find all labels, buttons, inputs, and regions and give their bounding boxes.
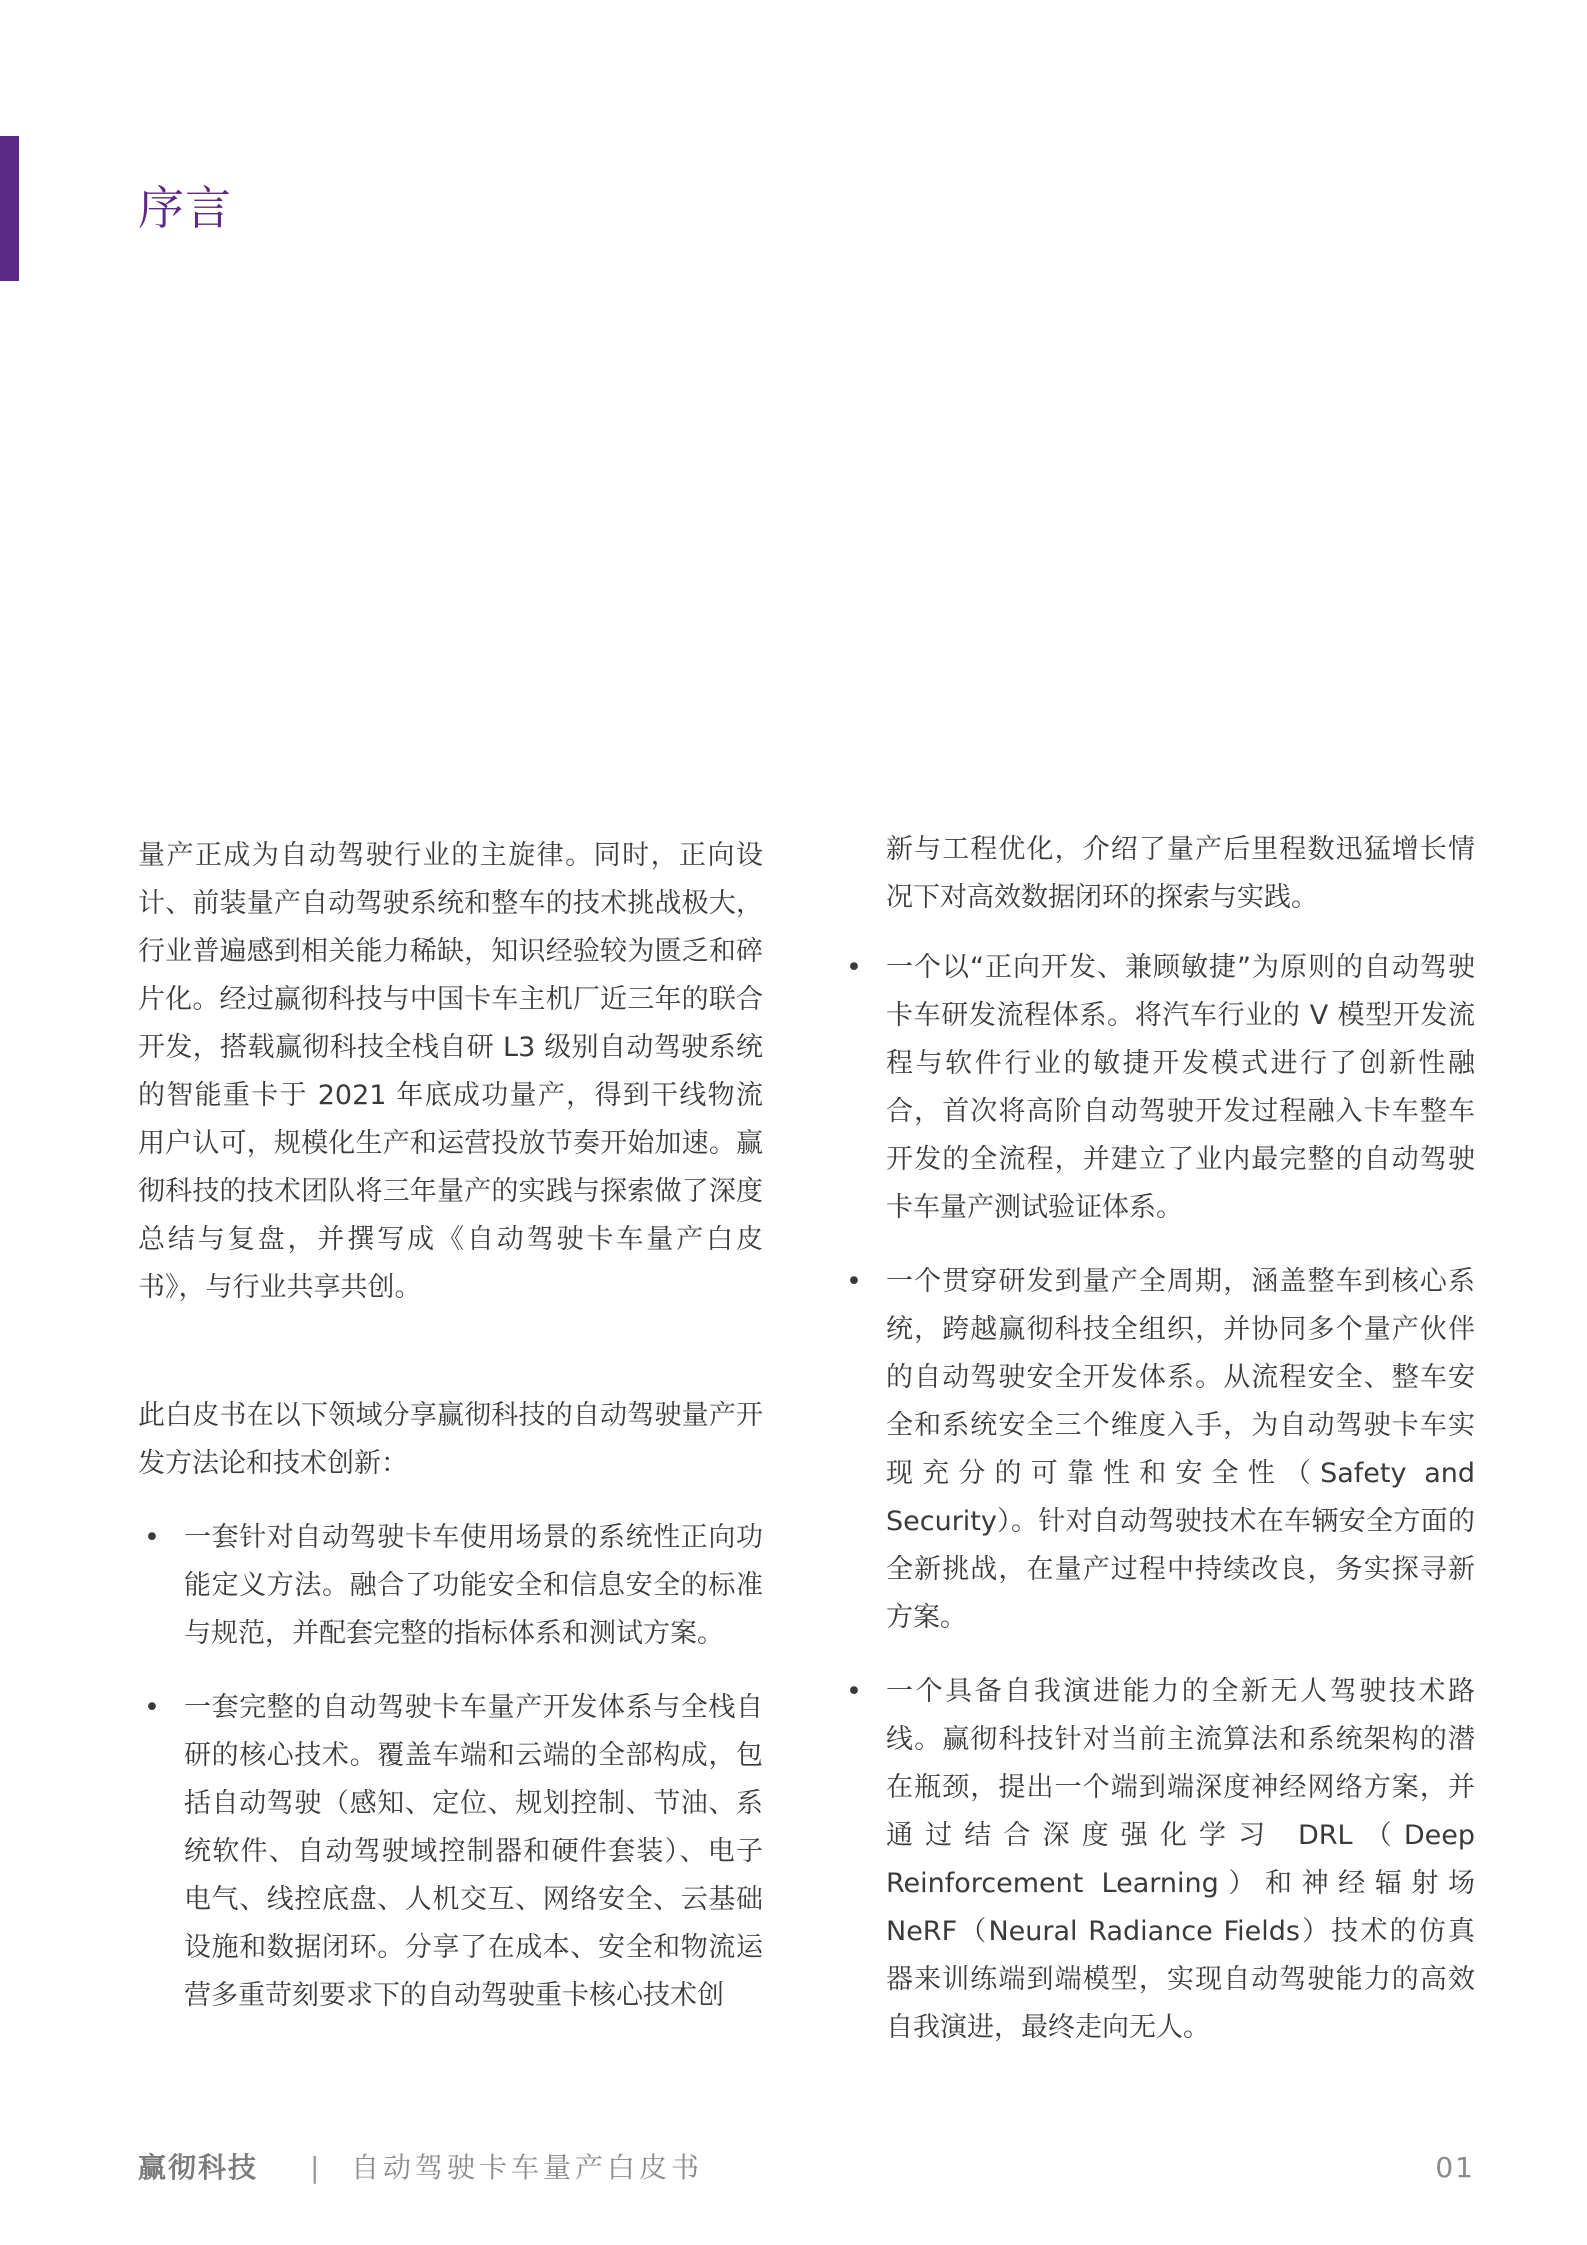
- continued-bullet-text: 新与工程优化，介绍了量产后里程数迅猛增长情况下对高效数据闭环的探索与实践。: [886, 834, 1475, 913]
- footer-brand-logo: 赢彻科技: [138, 2151, 259, 2184]
- right-bullet-list: [840, 944, 1475, 2052]
- list-item: [840, 944, 1475, 1232]
- list-item-text: 一套完整的自动驾驶卡车量产开发体系与全栈自研的核心技术。覆盖车端和云端的全部构成，包括自动驾驶（感知、定位、规划控制、节油、系统软件、自动驾驶域控制器和硬件套装）、电子电气、线控底盘、人机交互、网络安全、云基础设施和数据闭环。分享了在成本、安全和物流运营多重苛刻要求下的自动驾驶重卡核心技术创: [184, 1692, 763, 2011]
- accent-bar: [0, 136, 19, 281]
- bullet-icon: •: [144, 1522, 160, 1553]
- footer-document-title: 自动驾驶卡车量产白皮书: [351, 2151, 704, 2184]
- page-footer: [138, 2148, 1475, 2188]
- list-item-text: 一个具备自我演进能力的全新无人驾驶技术路线。赢彻科技针对当前主流算法和系统架构的潜在瓶颈，提出一个端到端深度神经网络方案，并通过结合深度强化学习 DRL（Deep Reinforcement Learning）和神经辐射场 NeRF（Neural Radiance Fields）技术的仿真器来训练端到端模型，实现自动驾驶能力的高效自我演进，最终走向无人。: [886, 1676, 1475, 2043]
- list-item-text: 一个以“正向开发、兼顾敏捷”为原则的自动驾驶卡车研发流程体系。将汽车行业的 V 模型开发流程与软件行业的敏捷开发模式进行了创新性融合，首次将高阶自动驾驶开发过程融入卡车整车开发的全流程，并建立了业内最完整的自动驾驶卡车量产测试验证体系。: [886, 952, 1475, 1223]
- list-item-text: 一个贯穿研发到量产全周期，涵盖整车到核心系统，跨越赢彻科技全组织，并协同多个量产伙伴的自动驾驶安全开发体系。从流程安全、整车安全和系统安全三个维度入手，为自动驾驶卡车实现充分的可靠性和安全性（Safety and Security）。针对自动驾驶技术在车辆安全方面的全新挑战，在量产过程中持续改良，务实探寻新方案。: [886, 1266, 1475, 1633]
- lead-paragraph: 此白皮书在以下领域分享赢彻科技的自动驾驶量产开发方法论和技术创新：: [138, 1400, 763, 1479]
- right-column: [840, 826, 1475, 2052]
- bullet-icon: •: [144, 1692, 160, 1723]
- page-number: 01: [1435, 2151, 1475, 2184]
- page-title: 序言: [138, 181, 232, 235]
- list-item: [840, 1668, 1475, 2052]
- left-column: [138, 832, 763, 2020]
- intro-paragraph: 量产正成为自动驾驶行业的主旋律。同时，正向设计、前装量产自动驾驶系统和整车的技术挑战极大，行业普遍感到相关能力稀缺，知识经验较为匮乏和碎片化。经过赢彻科技与中国卡车主机厂近三年的联合开发，搭载赢彻科技全栈自研 L3 级别自动驾驶系统的智能重卡于 2021 年底成功量产，得到干线物流用户认可，规模化生产和运营投放节奏开始加速。赢彻科技的技术团队将三年量产的实践与探索做了深度总结与复盘，并撰写成《自动驾驶卡车量产白皮书》，与行业共享共创。: [138, 840, 763, 1303]
- list-item: [840, 1258, 1475, 1642]
- list-item: [138, 1684, 763, 2020]
- left-bullet-list: [138, 1514, 763, 2020]
- bullet-icon: •: [846, 952, 862, 983]
- footer-separator: |: [310, 2151, 320, 2184]
- list-item-text: 一套针对自动驾驶卡车使用场景的系统性正向功能定义方法。融合了功能安全和信息安全的标准与规范，并配套完整的指标体系和测试方案。: [184, 1522, 763, 1649]
- bullet-icon: •: [846, 1266, 862, 1297]
- bullet-icon: •: [846, 1676, 862, 1707]
- list-item: [138, 1514, 763, 1658]
